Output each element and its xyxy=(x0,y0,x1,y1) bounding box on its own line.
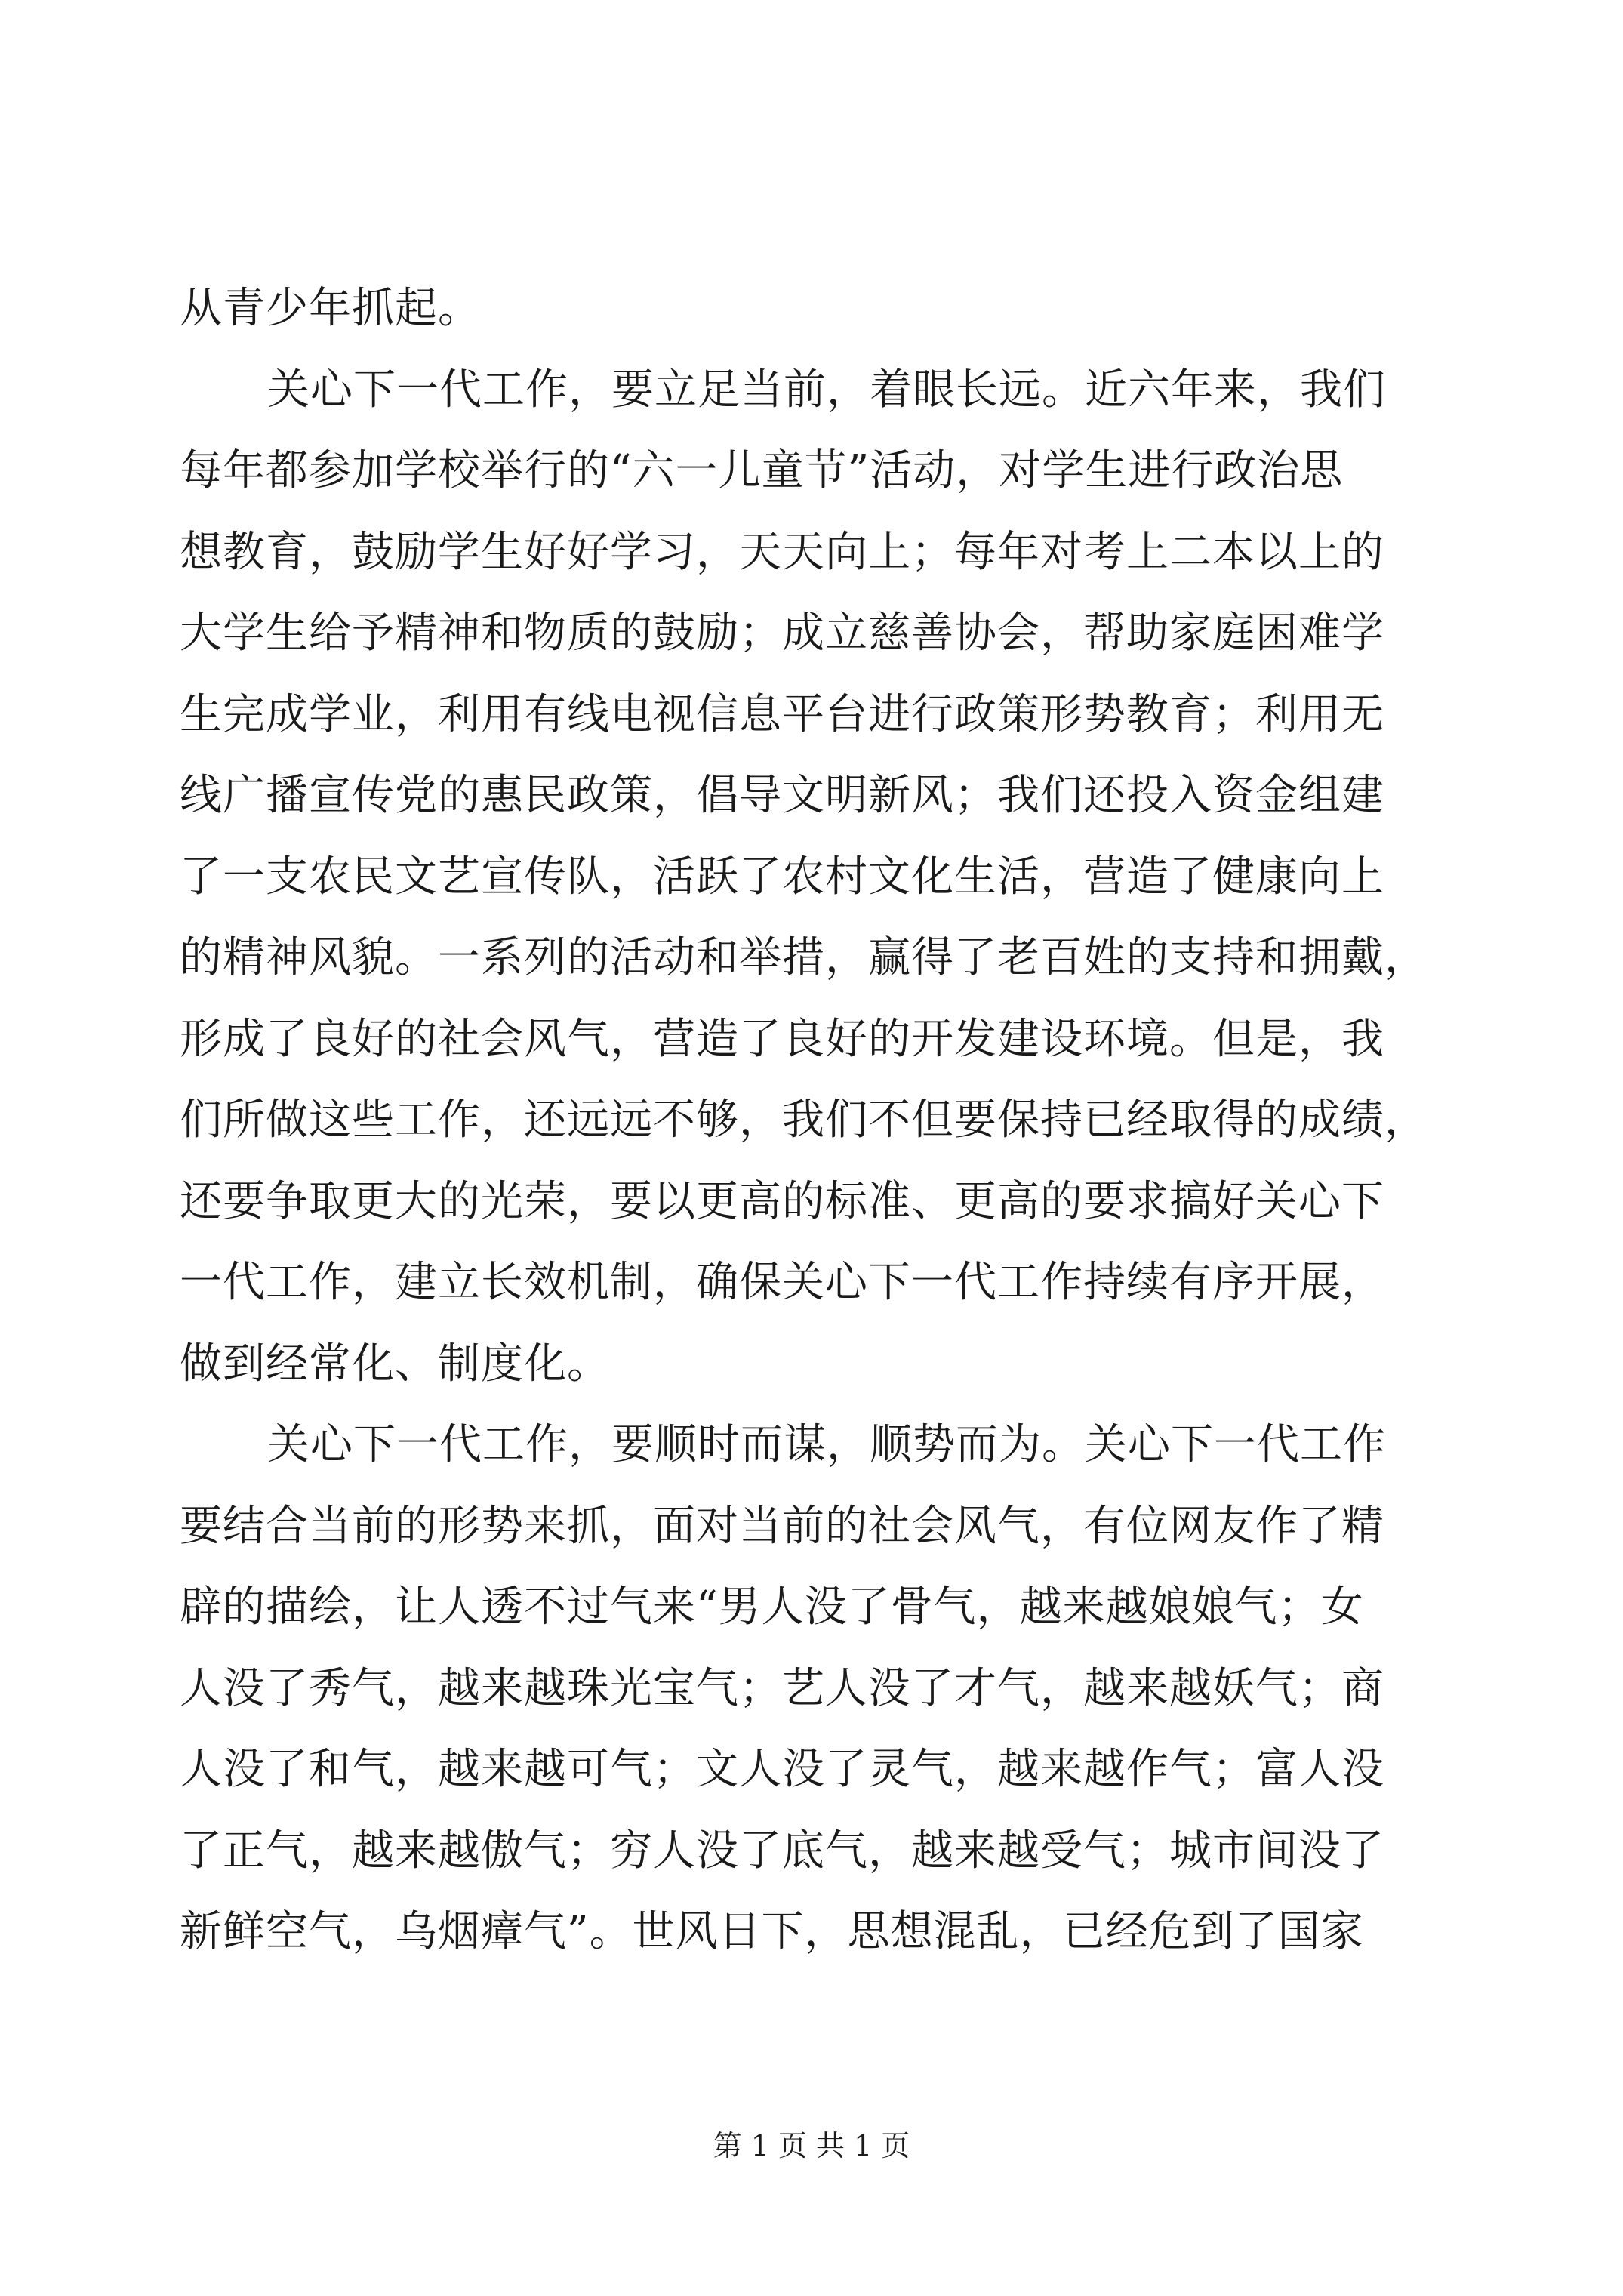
text-line: 每年都参加学校举行的“六一儿童节”活动，对学生进行政治思 xyxy=(180,446,1344,495)
paragraph-start-line: 关心下一代工作，要顺时而谋，顺势而为。关心下一代工作 xyxy=(267,1420,1386,1469)
text-line: 想教育，鼓励学生好好学习，天天向上；每年对考上二本以上的 xyxy=(180,527,1384,577)
text-line: 的精神风貌。一系列的活动和举措，赢得了老百姓的支持和拥戴， xyxy=(180,933,1427,982)
text-line: 线广播宣传党的惠民政策，倡导文明新风；我们还投入资金组建 xyxy=(180,771,1384,820)
text-line: 做到经常化、制度化。 xyxy=(180,1339,610,1388)
document-body xyxy=(180,268,1493,1973)
text-line: 生完成学业，利用有线电视信息平台进行政策形势教育；利用无 xyxy=(180,689,1384,739)
text-line: 要结合当前的形势来抓，面对当前的社会风气，有位网友作了精 xyxy=(180,1501,1384,1551)
text-line: 了正气，越来越傲气；穷人没了底气，越来越受气；城市间没了 xyxy=(180,1826,1384,1875)
text-line: 还要争取更大的光荣，要以更高的标准、更高的要求搞好关心下 xyxy=(180,1176,1384,1226)
text-line: 们所做这些工作，还远远不够，我们不但要保持已经取得的成绩， xyxy=(180,1096,1427,1145)
text-line: 人没了秀气，越来越珠光宝气；艺人没了才气，越来越妖气；商 xyxy=(180,1663,1384,1713)
text-line: 新鲜空气，乌烟瘴气”。世风日下，思想混乱，已经危到了国家 xyxy=(180,1907,1364,1956)
text-line: 了一支农民文艺宣传队，活跃了农村文化生活，营造了健康向上 xyxy=(180,852,1384,901)
text-line: 辟的描绘，让人透不过气来“男人没了骨气，越来越娘娘气；女 xyxy=(180,1583,1364,1632)
text-line: 人没了和气，越来越可气；文人没了灵气，越来越作气；富人没 xyxy=(180,1745,1384,1794)
page-footer xyxy=(0,2128,1623,2164)
paragraph-start-line: 关心下一代工作，要立足当前，着眼长远。近六年来，我们 xyxy=(267,365,1386,415)
text-line: 大学生给予精神和物质的鼓励；成立慈善协会，帮助家庭困难学 xyxy=(180,609,1384,658)
page-number-label: 第 1 页 共 1 页 xyxy=(713,2129,910,2162)
text-line: 从青少年抓起。 xyxy=(180,284,481,333)
text-line: 一代工作，建立长效机制，确保关心下一代工作持续有序开展， xyxy=(180,1258,1384,1307)
text-line: 形成了良好的社会风气，营造了良好的开发建设环境。但是，我 xyxy=(180,1014,1384,1064)
